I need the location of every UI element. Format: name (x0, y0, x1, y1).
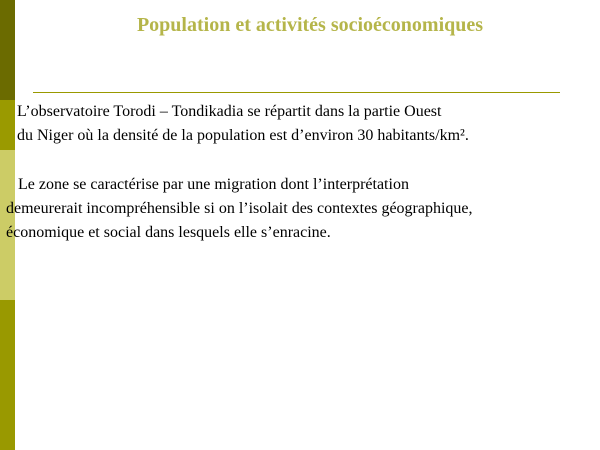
paragraph-line: demeurerait incompréhensible si on l’isolait des contextes géographique, (6, 200, 473, 217)
paragraph-line: L’observatoire Torodi – Tondikadia se répartit dans la partie Ouest (17, 103, 442, 120)
paragraph-line: économique et social dans lesquels elle s’enracine. (6, 224, 331, 241)
title-divider (33, 92, 560, 93)
paragraph-line: du Niger où la densité de la population est d’environ 30 habitants/km². (17, 127, 469, 144)
paragraph-migration (0, 173, 473, 245)
slide-title: Population et activités socioéconomiques (136, 14, 484, 36)
paragraph-location (0, 100, 469, 148)
side-bar-segment-bottom (0, 300, 15, 450)
paragraph-line: Le zone se caractérise par une migration dont l’interprétation (18, 176, 409, 193)
